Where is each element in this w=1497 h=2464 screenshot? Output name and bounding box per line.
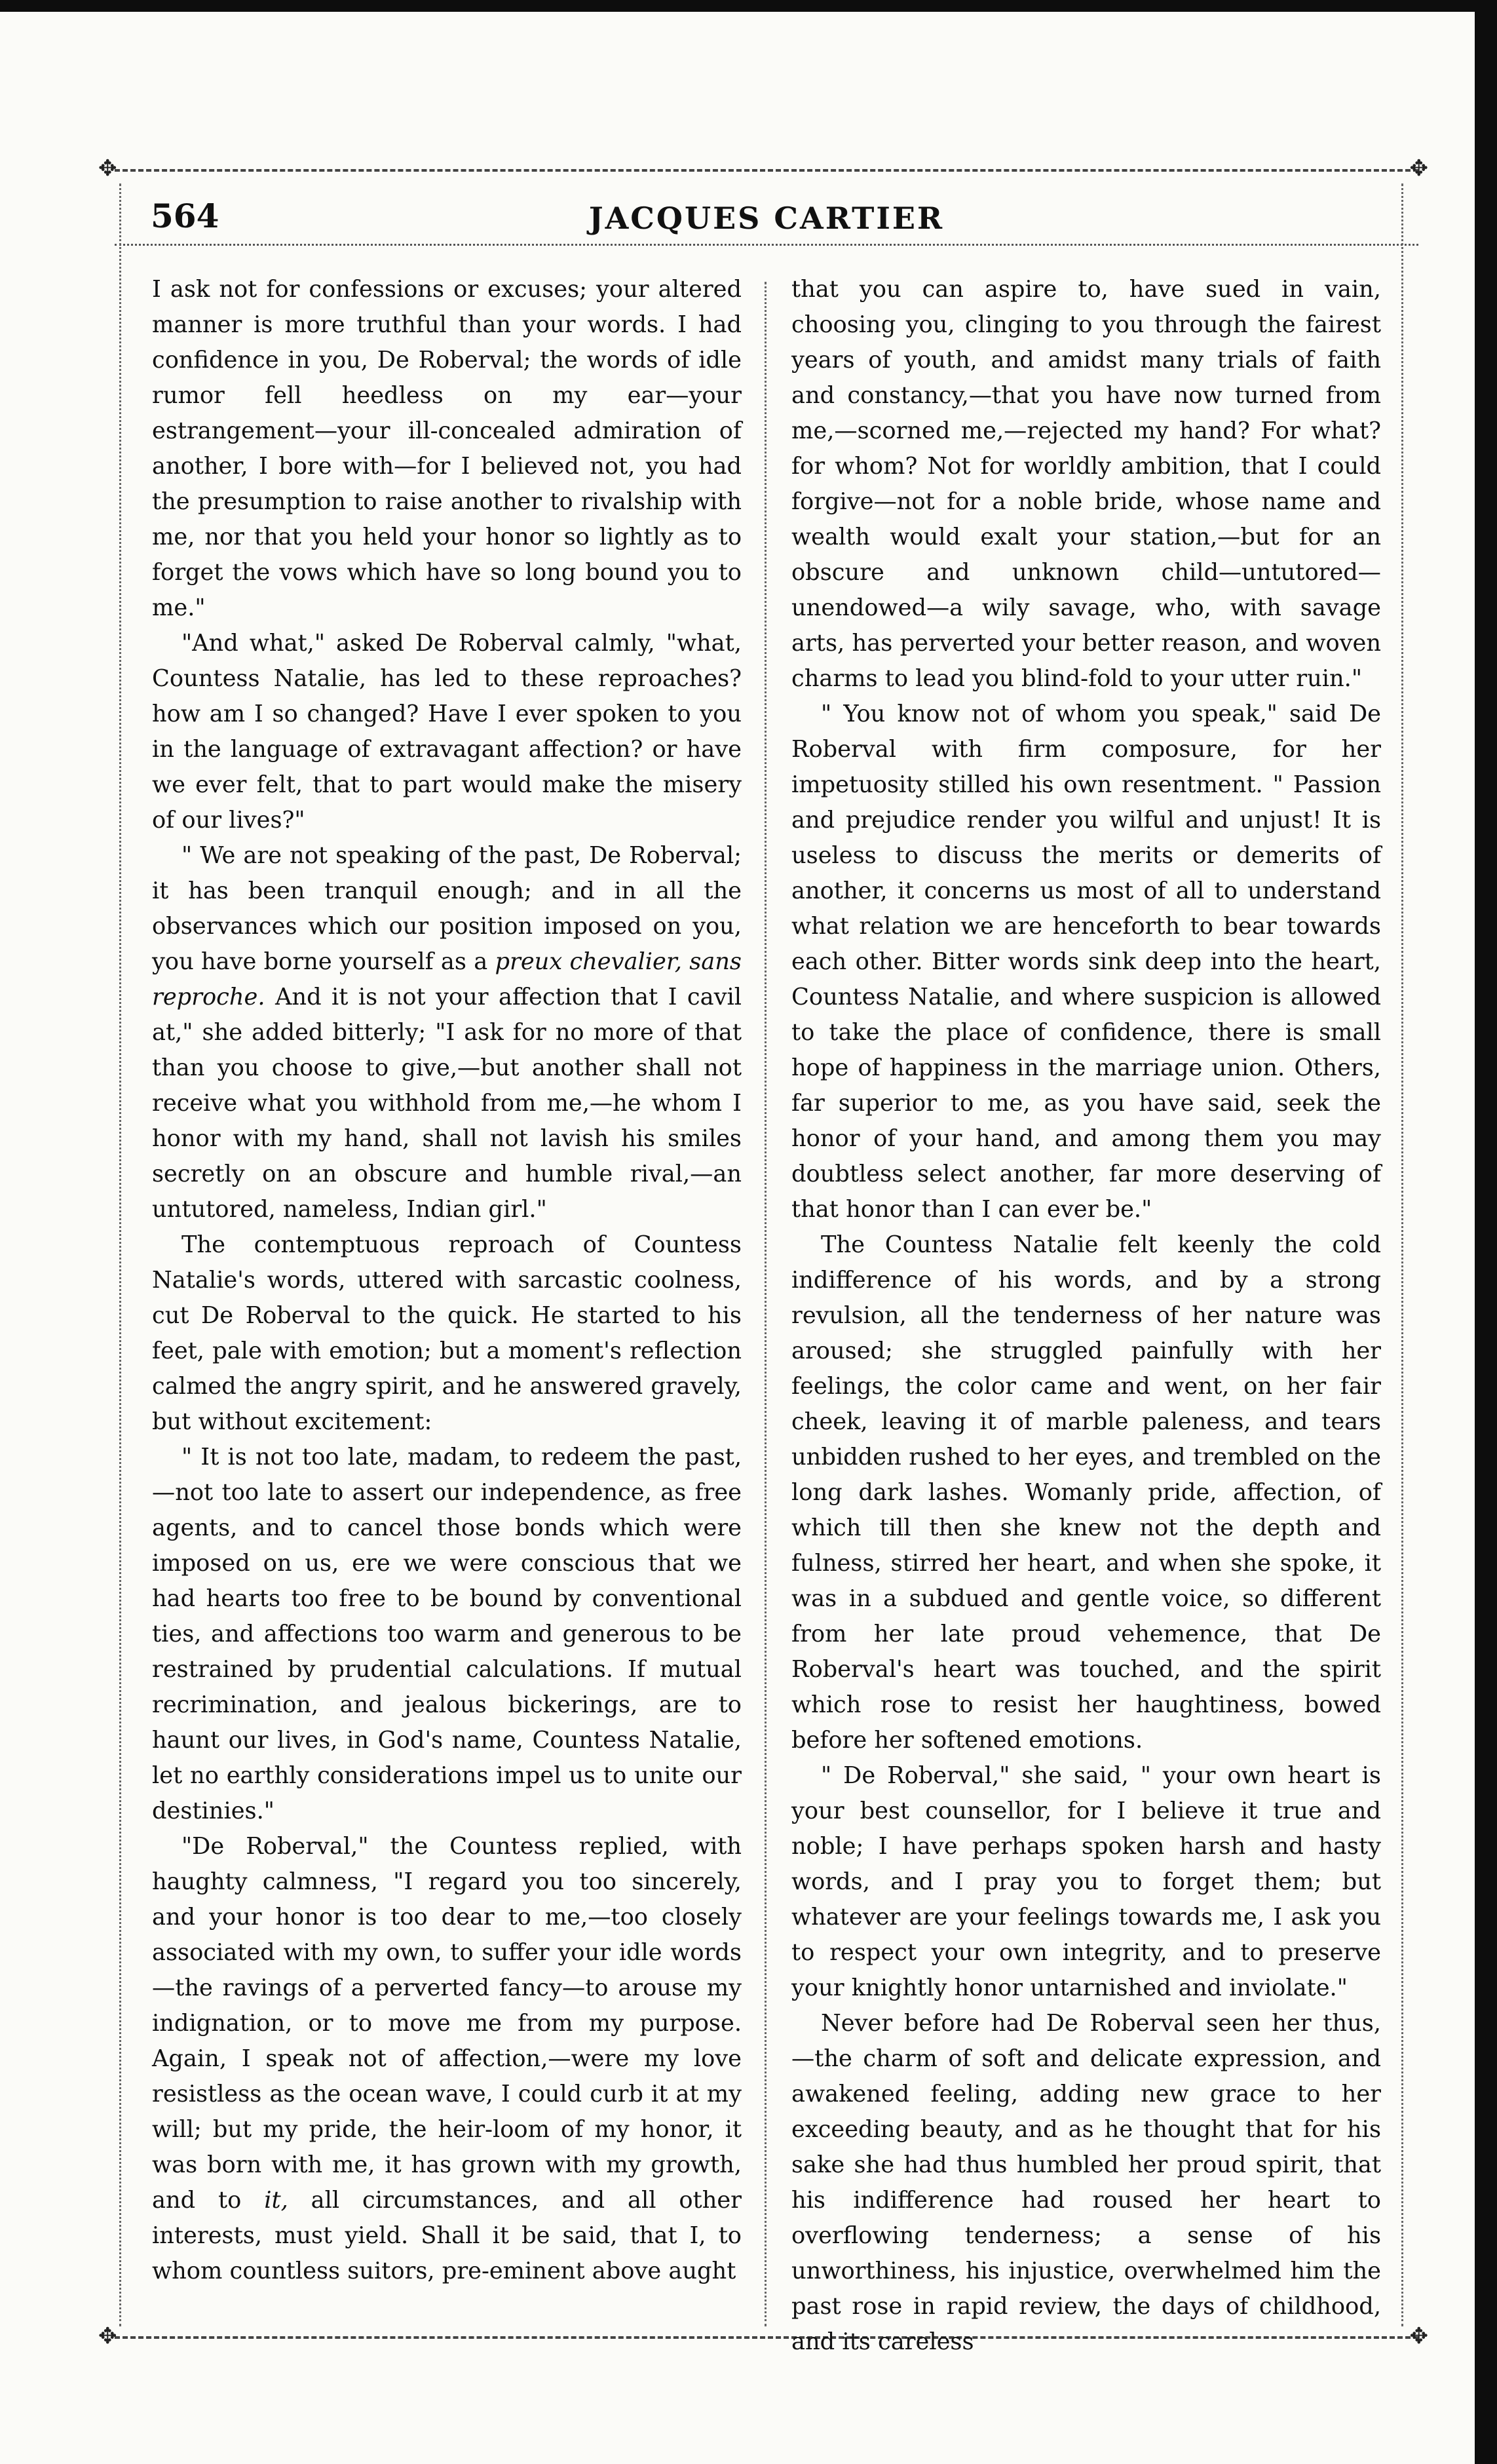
- paragraph: " We are not speaking of the past, De Roberval; it has been tranquil enough; and in all the observances which our position imposed on you, you have borne yourself as a preux chevalier, sans reproche. And it is not your affection that I cavil at," she added bitterly; "I ask for no more of that than you choose to give,—but another shall not receive what you withhold from me,—he whom I honor with my hand, shall not lavish his smiles secretly on an obscure and humble rival,—an untutored, nameless, Indian girl.": [152, 842, 742, 1223]
- top-border-rule: [115, 169, 1418, 172]
- scan-edge-right: [1475, 0, 1497, 2464]
- italic-phrase: preux chevalier, sans reproche.: [152, 948, 742, 1011]
- column-divider: [765, 282, 767, 2326]
- header-rule: [115, 244, 1418, 246]
- paragraph: " It is not too late, madam, to redeem the past,—not too late to assert our independence, as free agents, and to cancel those bonds which were imposed on us, ere we were conscious that we had hearts too free to be bound by conventional ties, and affections too warm and generous to be restrained by prudential calculations. If mutual recrimination, and jealous bickerings, are to haunt our lives, in God's name, Countess Natalie, let no earthly considerations impel us to unite our destinies.": [152, 1444, 742, 1824]
- italic-phrase: it,: [264, 2187, 288, 2214]
- paragraph: I ask not for confessions or excuses; your altered manner is more truthful than your words. I had confidence in you, De Roberval; the words of idle rumor fell heedless on my ear—your estrangement—your ill-concealed admiration of another, I bore with—for I believed not, you had the presumption to raise another to rivalship with me, nor that you held your honor so lightly as to forget the vows which have so long bound you to me.": [152, 276, 742, 621]
- paragraph: " You know not of whom you speak," said De Roberval with firm composure, for her impetuosity stilled his own resentment. " Passion and prejudice render you wilful and unjust! It is useless to discuss the merits or demerits of another, it concerns us most of all to understand what relation we are henceforth to bear towards each other. Bitter words sink deep into the heart, Countess Natalie, and where suspicion is allowed to take the place of confidence, there is small hope of happiness in the marriage union. Others, far superior to me, as you have said, seek the honor of your hand, and among them you may doubtless select another, far more deserving of that honor than I can ever be.": [791, 701, 1381, 1223]
- left-column: [152, 272, 742, 2323]
- paragraph: that you can aspire to, have sued in vain, choosing you, clinging to you through the fairest years of youth, and amidst many trials of faith and constancy,—that you have now turned from me,—scorned me,—rejected my hand? For what? for whom? Not for worldly ambition, that I could forgive—not for a noble bride, whose name and wealth would exalt your station,—but for an obscure and unknown child—untutored—unendowed—a wily savage, who, with savage arts, has perverted your better reason, and woven charms to lead you blind-fold to your utter ruin.": [791, 276, 1381, 692]
- corner-ornament-icon: ✥: [1409, 2323, 1428, 2349]
- paragraph: The Countess Natalie felt keenly the cold indifference of his words, and by a strong revulsion, all the tenderness of her nature was aroused; she struggled painfully with her feelings, the color came and went, on her fair cheek, leaving it of marble paleness, and tears unbidden rushed to her eyes, and trembled on the long dark lashes. Womanly pride, affection, of which till then she knew not the depth and fulness, stirred her heart, and when she spoke, it was in a subdued and gentle voice, so different from her late proud vehemence, that De Roberval's heart was touched, and the spirit which rose to resist her haughtiness, bowed before her softened emotions.: [791, 1231, 1381, 1754]
- paragraph: Never before had De Roberval seen her thus, —the charm of soft and delicate expression, and awakened feeling, adding new grace to her exceeding beauty, and as he thought that for his sake she had thus humbled her proud spirit, that his indifference had roused her heart to overflowing tenderness; a sense of his unworthiness, his injustice, overwhelmed him the past rose in rapid review, the days of childhood, and its careless: [791, 2010, 1381, 2355]
- running-title: JACQUES CARTIER: [588, 201, 945, 236]
- page-header: [151, 197, 1382, 242]
- paragraph: "And what," asked De Roberval calmly, "what, Countess Natalie, has led to these reproaches? how am I so changed? Have I ever spoken to you in the language of extravagant affection? or have we ever felt, that to part would make the misery of our lives?": [152, 630, 742, 834]
- corner-ornament-icon: ✥: [98, 2323, 117, 2349]
- right-border: [1401, 183, 1403, 2326]
- scan-edge-top: [0, 0, 1497, 12]
- page-number: 564: [151, 197, 219, 235]
- corner-ornament-icon: ✥: [1409, 155, 1428, 182]
- right-column: [791, 272, 1381, 2355]
- paragraph: The contemptuous reproach of Countess Natalie's words, uttered with sarcastic coolness, cut De Roberval to the quick. He started to his feet, pale with emotion; but a moment's reflection calmed the angry spirit, and he answered gravely, but without excitement:: [152, 1231, 742, 1435]
- book-page: [98, 144, 1428, 2355]
- paragraph: " De Roberval," she said, " your own heart is your best counsellor, for I believe it true and noble; I have perhaps spoken harsh and hasty words, and I pray you to forget them; but whatever are your feelings towards me, I ask you to respect your own integrity, and to preserve your knightly honor untarnished and inviolate.": [791, 1762, 1381, 2001]
- corner-ornament-icon: ✥: [98, 155, 117, 182]
- left-border: [119, 183, 121, 2326]
- paragraph: "De Roberval," the Countess replied, with haughty calmness, "I regard you too sincerely, and your honor is too dear to me,—too closely associated with my own, to suffer your idle words—the ravings of a perverted fancy—to arouse my indignation, or to move me from my purpose. Again, I speak not of affection,—were my love resistless as the ocean wave, I could curb it at my will; but my pride, the heir-loom of my honor, it was born with me, it has grown with my growth, and to it, all circumstances, and all other interests, must yield. Shall it be said, that I, to whom countless suitors, pre-eminent above aught: [152, 1833, 742, 2284]
